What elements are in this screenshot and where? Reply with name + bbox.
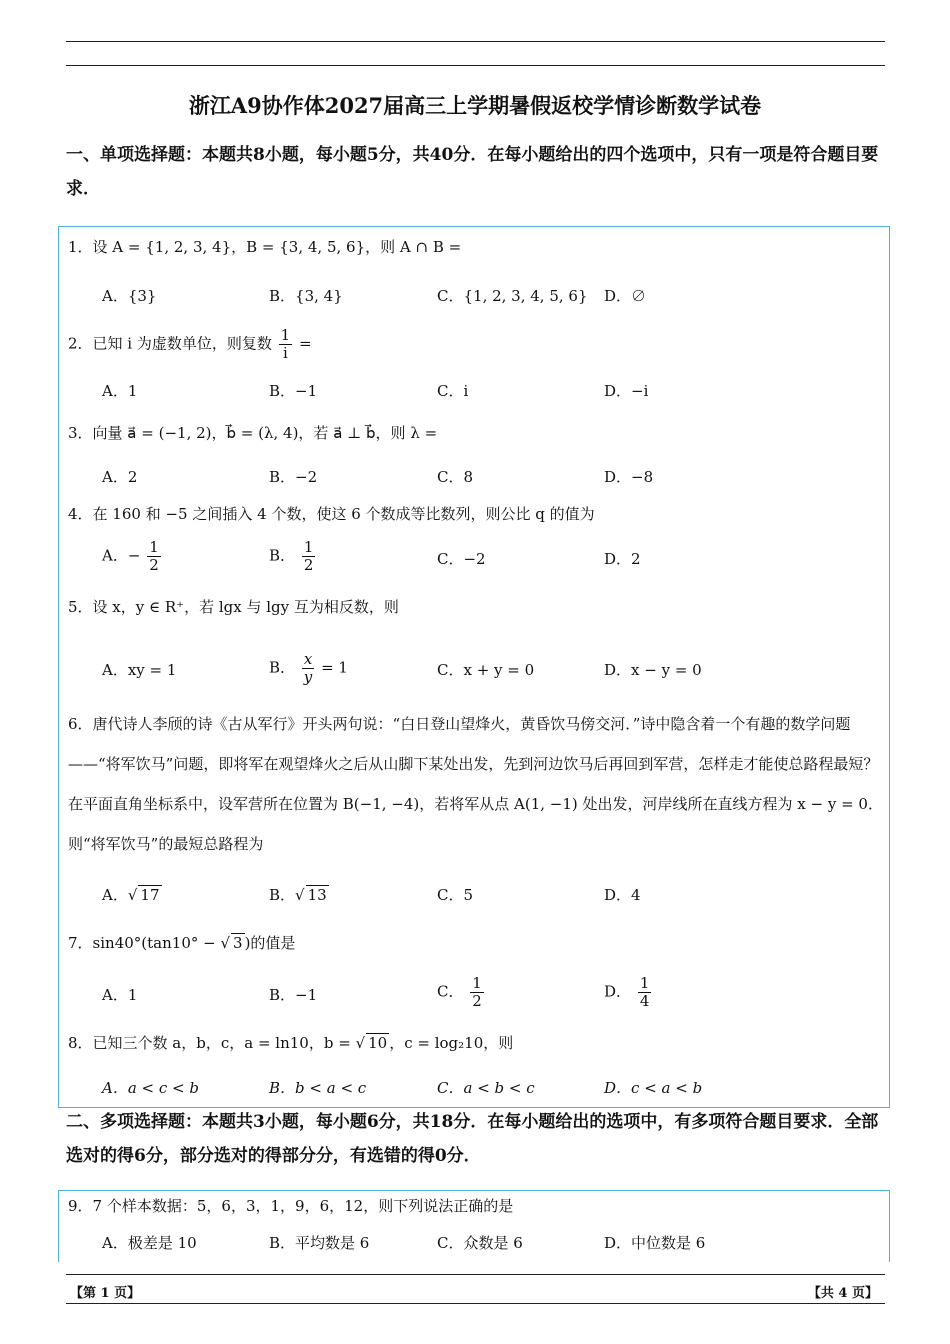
question-4-stem: 4．在 160 和 −5 之间插入 4 个数，使这 6 个数成等比数列，则公比 q 的值为: [68, 505, 595, 523]
q8-option-d[interactable]: D．c < a < b: [604, 1079, 703, 1097]
q9-option-a[interactable]: A．极差是 10: [102, 1234, 197, 1252]
q2-stem-prefix: 2．已知 i 为虚数单位，则复数: [68, 334, 272, 353]
q2-option-b[interactable]: B．−1: [269, 382, 318, 400]
q1-option-c[interactable]: C．{1, 2, 3, 4, 5, 6}: [437, 287, 588, 305]
q1-option-a[interactable]: A．{3}: [102, 287, 157, 305]
q4-option-a-fraction: [147, 539, 161, 574]
q4-option-b-den: 2: [303, 556, 314, 574]
q7-option-d-num: 1: [639, 974, 650, 992]
q5-option-a[interactable]: A．xy = 1: [102, 661, 177, 679]
q4-option-a-label: A．−: [102, 546, 141, 565]
q7-option-a[interactable]: A．1: [102, 986, 138, 1004]
q7-option-d-fraction: [638, 975, 652, 1010]
q5-option-b-den: y: [303, 668, 313, 686]
q1-option-d[interactable]: D．∅: [604, 287, 647, 305]
q6-option-a-label: A．: [102, 886, 128, 904]
q5-option-c[interactable]: C．x + y = 0: [437, 661, 535, 679]
q7-option-d-den: 4: [639, 992, 650, 1010]
q9-option-d[interactable]: D．中位数是 6: [604, 1234, 706, 1252]
q7-option-d-label: D．: [604, 982, 632, 1001]
q8-option-c[interactable]: C．a < b < c: [437, 1079, 535, 1097]
q6-option-b-radicand: 13: [307, 886, 327, 904]
q4-option-a-num: 1: [149, 538, 159, 556]
q7-option-c-label: C．: [437, 982, 464, 1001]
footer-page-number: 【第 1 页】: [70, 1286, 141, 1301]
question-6-stem: 6．唐代诗人李颀的诗《古从军行》开头两句说：“白日登山望烽火，黄昏饮马傍交河．”诗中隐含着一个有趣的数学问题——“将军饮马”问题，即将军在观望烽火之后从山脚下某处出发，先到河边饮马后再回到军营，怎样走才能使总路程最短？在平面直角坐标系中，设军营所在位置为 B(−1, −4)，若将军从点 A(1, −1) 处出发，河岸线所在直线方程为 x − y = 0．则“将军饮马”的最短总路程为: [68, 715, 883, 853]
q8-stem-suffix: ，c = log₂10，则: [389, 1034, 514, 1052]
q5-option-b-fraction: [302, 651, 314, 686]
q4-option-c[interactable]: C．−2: [437, 550, 486, 568]
q3-option-c[interactable]: C．8: [437, 468, 474, 486]
q7-stem-radicand: 3: [233, 934, 243, 952]
q7-option-c[interactable]: [437, 975, 486, 1010]
section-2-heading: 二、多项选择题：本题共3小题，每小题6分，共18分．在每小题给出的选项中，有多项符合题目要求．全部选对的得6分，部分选对的得部分分，有选错的得0分．: [66, 1112, 879, 1166]
q2-fraction: [279, 327, 293, 362]
footer-rule-top: [66, 1274, 885, 1275]
q7-option-c-den: 2: [472, 992, 482, 1010]
q2-option-c[interactable]: C．i: [437, 382, 469, 400]
q5-option-b-tail: = 1: [321, 658, 348, 677]
q5-option-d[interactable]: D．x − y = 0: [604, 661, 702, 679]
q6-option-a[interactable]: A．√ 17: [102, 886, 160, 904]
q3-option-a[interactable]: A．2: [102, 468, 138, 486]
q9-option-c[interactable]: C．众数是 6: [437, 1234, 523, 1252]
q4-option-a-den: 2: [149, 556, 159, 574]
question-8-stem: 8．已知三个数 a，b，c，a = ln10，b = √ 10 ，c = log₂10，则: [68, 1034, 514, 1052]
q7-stem-prefix: 7．sin40°(tan10° −: [68, 934, 221, 952]
q8-option-b[interactable]: B．b < a < c: [269, 1079, 367, 1097]
q8-stem-prefix: 8．已知三个数 a，b，c，a = ln10，b =: [68, 1034, 356, 1052]
question-1-stem: 1．设 A = {1, 2, 3, 4}，B = {3, 4, 5, 6}，则 A ∩ B =: [68, 238, 462, 256]
q7-option-b[interactable]: B．−1: [269, 986, 318, 1004]
q4-option-b-num: 1: [303, 538, 314, 556]
q6-option-b-label: B．: [269, 886, 296, 904]
q5-option-b-num: x: [303, 650, 313, 668]
q6-option-b[interactable]: B．√ 13: [269, 886, 327, 904]
q5-option-b[interactable]: [269, 651, 348, 686]
question-7-stem: 7．sin40°(tan10° − √ 3 )的值是: [68, 934, 296, 952]
question-9-stem: 9．7 个样本数据：5，6，3，1，9，6，12，则下列说法正确的是: [68, 1197, 514, 1215]
footer-total-pages: 【共 4 页】: [807, 1286, 878, 1301]
q7-option-c-num: 1: [472, 974, 482, 992]
q8-stem-radicand: 10: [368, 1034, 388, 1052]
question-2-stem: [68, 327, 312, 362]
q2-fraction-den: i: [283, 344, 288, 362]
q7-option-c-fraction: [470, 975, 484, 1010]
header-rule-bottom: [66, 65, 885, 66]
q6-option-c[interactable]: C．5: [437, 886, 474, 904]
question-5-stem: 5．设 x，y ∈ R⁺，若 lgx 与 lgy 互为相反数，则: [68, 598, 399, 616]
q2-fraction-num: 1: [280, 326, 291, 344]
q2-option-a[interactable]: A．1: [102, 382, 138, 400]
q6-option-d[interactable]: D．4: [604, 886, 641, 904]
header-rule-top: [66, 41, 885, 42]
q4-option-d[interactable]: D．2: [604, 550, 641, 568]
q6-option-a-radicand: 17: [140, 886, 160, 904]
section-1-heading: 一、单项选择题：本题共8小题，每小题5分，共40分．在每小题给出的四个选项中，只有一项是符合题目要求．: [66, 145, 879, 199]
q8-option-a[interactable]: A．a < c < b: [102, 1079, 199, 1097]
q4-option-b-label: B．: [269, 546, 296, 565]
q2-option-d[interactable]: D．−i: [604, 382, 649, 400]
q2-stem-suffix: =: [299, 334, 312, 353]
q4-option-b[interactable]: [269, 539, 317, 574]
question-3-stem: 3．向量 a⃗ = (−1, 2)，b⃗ = (λ, 4)，若 a⃗ ⊥ b⃗，则 λ =: [68, 424, 438, 442]
q1-option-b[interactable]: B．{3, 4}: [269, 287, 343, 305]
q4-option-a[interactable]: [102, 539, 163, 574]
q7-option-d[interactable]: [604, 975, 653, 1010]
page-title: 浙江A9协作体2027届高三上学期暑假返校学情诊断数学试卷: [188, 93, 762, 118]
q4-option-b-fraction: [302, 539, 316, 574]
footer-rule-bottom: [66, 1303, 885, 1304]
q9-option-b[interactable]: B．平均数是 6: [269, 1234, 370, 1252]
q3-option-b[interactable]: B．−2: [269, 468, 318, 486]
q5-option-b-label: B．: [269, 658, 296, 677]
q3-option-d[interactable]: D．−8: [604, 468, 654, 486]
q7-stem-suffix: )的值是: [244, 934, 296, 952]
